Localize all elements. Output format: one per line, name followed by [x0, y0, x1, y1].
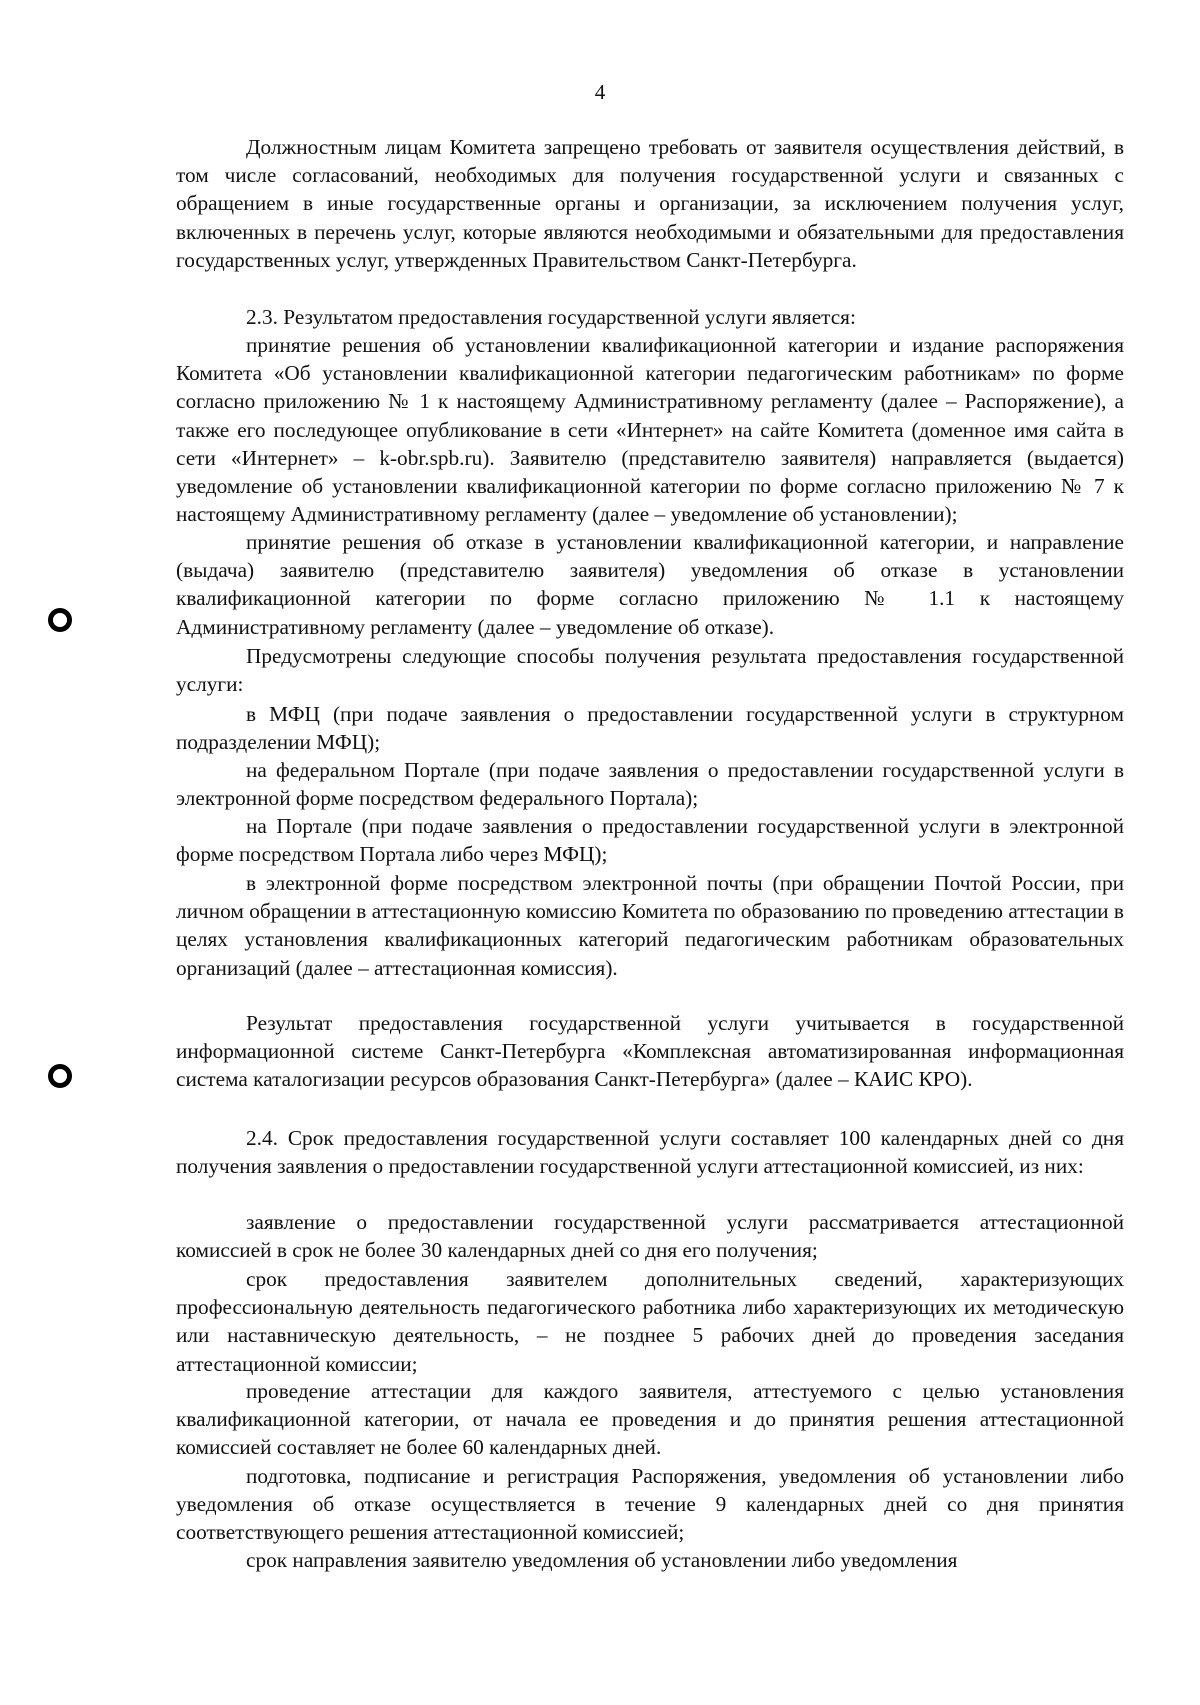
- paragraph-text: 2.3. Результатом предоставления государственной услуги является:: [246, 305, 856, 329]
- paragraph: [176, 1124, 1124, 1180]
- paragraph-text: проведение аттестации для каждого заявителя, аттестуемого с целью установления квалификационной категории, от начала ее проведения и до принятия решения аттестационной комиссией составляет не более 60 календарных дней.: [176, 1379, 1124, 1460]
- paragraph: [176, 700, 1124, 756]
- paragraph: [176, 642, 1124, 698]
- paragraph-text: заявление о предоставлении государственной услуги рассматривается аттестационной комиссией в срок не более 30 календарных дней со дня его получения;: [176, 1210, 1124, 1263]
- paragraph: [176, 1377, 1124, 1462]
- paragraph-text: в электронной форме посредством электронной почты (при обращении Почтой России, при личном обращении в аттестационную комиссию Комитета по образованию по проведению аттестации в целях установления квалификационных категорий педагогическим работникам образовательных организаций (далее – аттестационная комиссия).: [176, 871, 1124, 980]
- paragraph-text: Предусмотрены следующие способы получения результата предоставления государственной услуги:: [176, 644, 1124, 697]
- binder-hole-icon: [48, 608, 72, 632]
- paragraph-text: в МФЦ (при подаче заявления о предоставлении государственной услуги в структурном подразделении МФЦ);: [176, 702, 1124, 755]
- paragraph: [176, 133, 1124, 274]
- paragraph-text: принятие решения об отказе в установлении квалификационной категории, и направление (выдача) заявителю (представителю заявителя) уведомления об отказе в установлении квалификационной категории по форме согласно приложению № 1.1 к настоящему Административному регламенту (далее – уведомление об отказе).: [176, 530, 1124, 639]
- paragraph: [176, 303, 1124, 331]
- paragraph-text: на Портале (при подаче заявления о предоставлении государственной услуги в электронной форме посредством Портала либо через МФЦ);: [176, 814, 1124, 867]
- binder-hole-icon: [48, 1064, 72, 1088]
- paragraph: [176, 812, 1124, 868]
- paragraph: [176, 528, 1124, 641]
- paragraph: [176, 1208, 1124, 1264]
- paragraph-text: срок направления заявителю уведомления об установлении либо уведомления: [246, 1548, 958, 1572]
- paragraph: [176, 869, 1124, 982]
- page-number: 4: [594, 80, 606, 104]
- paragraph: [176, 1546, 1124, 1574]
- paragraph-text: 2.4. Срок предоставления государственной услуги составляет 100 календарных дней со дня получения заявления о предоставлении государственной услуги аттестационной комиссией, из них:: [176, 1126, 1124, 1179]
- paragraph-text: Должностным лицам Комитета запрещено требовать от заявителя осуществления действий, в том числе согласований, необходимых для получения государственной услуги и связанных с обращением в иные государственные органы и организации, за исключением получения услуг, включенных в перечень услуг, которые являются необходимыми и обязательными для предоставления государственных услуг, утвержденных Правительством Санкт-Петербурга.: [176, 135, 1124, 272]
- paragraph-text: на федеральном Портале (при подаче заявления о предоставлении государственной услуги в электронной форме посредством федерального Портала);: [176, 758, 1124, 811]
- paragraph: [176, 1265, 1124, 1378]
- paragraph: [176, 1009, 1124, 1094]
- paragraph-text: принятие решения об установлении квалификационной категории и издание распоряжения Комитета «Об установлении квалификационной категории педагогическим работникам» по форме согласно приложению № 1 к настоящему Административному регламенту (далее – Распоряжение), а также его последующее опубликование в сети «Интернет» на сайте Комитета (доменное имя сайта в сети «Интернет» – k-obr.spb.ru). Заявителю (представителю заявителя) направляется (выдается) уведомление об установлении квалификационной категории по форме согласно приложению № 7 к настоящему Административному регламенту (далее – уведомление об установлении);: [176, 333, 1124, 527]
- paragraph: [176, 331, 1124, 528]
- paragraph-text: Результат предоставления государственной услуги учитывается в государственной информационной системе Санкт-Петербурга «Комплексная автоматизированная информационная система каталогизации ресурсов образования Санкт-Петербурга» (далее – КАИС КРО).: [176, 1011, 1124, 1092]
- paragraph-text: подготовка, подписание и регистрация Распоряжения, уведомления об установлении либо уведомления об отказе осуществляется в течение 9 календарных дней со дня принятия соответствующего решения аттестационной комиссией;: [176, 1464, 1124, 1545]
- paragraph: [176, 756, 1124, 812]
- paragraph: [176, 1462, 1124, 1547]
- paragraph-text: срок предоставления заявителем дополнительных сведений, характеризующих профессиональную деятельность педагогического работника либо характеризующих их методическую или наставническую деятельность, – не позднее 5 рабочих дней до проведения заседания аттестационной комиссии;: [176, 1267, 1124, 1376]
